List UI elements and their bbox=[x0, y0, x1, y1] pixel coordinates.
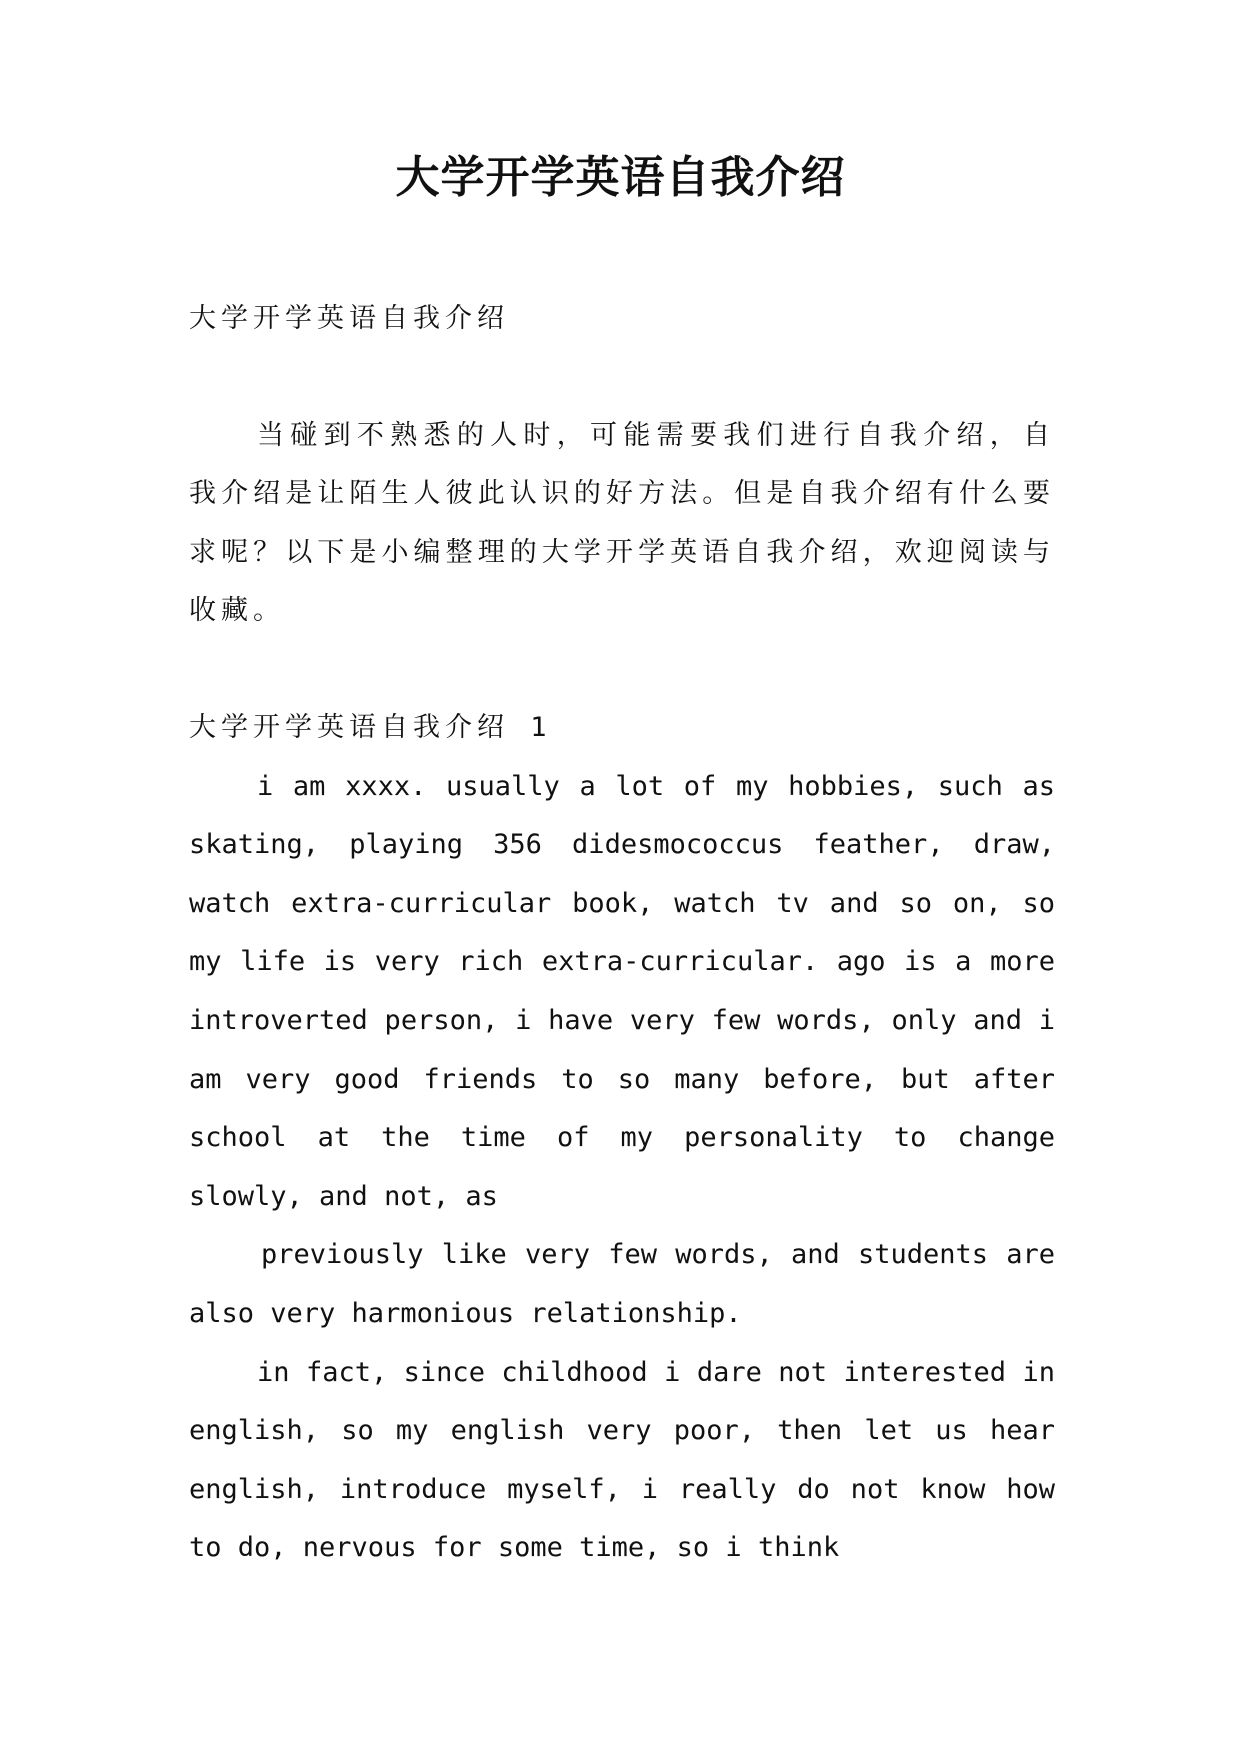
document-title: 大学开学英语自我介绍 bbox=[395, 152, 846, 203]
english-paragraph-3: in fact, since childhood i dare not interested in english, so my english very poor, then let us hear english, introduce myself, i really do not know how to do, nervous for some time, so i think bbox=[189, 1356, 1055, 1564]
english-paragraph-2: previously like very few words, and students are also very harmonious relationship. bbox=[189, 1239, 1055, 1329]
section-heading: 大学开学英语自我介绍 1 bbox=[189, 711, 552, 743]
document-body bbox=[189, 290, 1055, 1578]
english-paragraph-1: i am xxxx. usually a lot of my hobbies, such as skating, playing 356 didesmococcus feather, draw, watch extra-curricular book, watch tv and so on, so my life is very rich extra-curricular. ago is a more introverted person, i have very few words, only and i am very good friends to so many before, but after school at the time of my personality to change slowly, and not, as bbox=[189, 770, 1055, 1212]
intro-paragraph: 当碰到不熟悉的人时，可能需要我们进行自我介绍，自我介绍是让陌生人彼此认识的好方法。但是自我介绍有什么要求呢？以下是小编整理的大学开学英语自我介绍，欢迎阅读与收藏。 bbox=[189, 419, 1055, 627]
document-subtitle: 大学开学英语自我介绍 bbox=[189, 303, 509, 334]
